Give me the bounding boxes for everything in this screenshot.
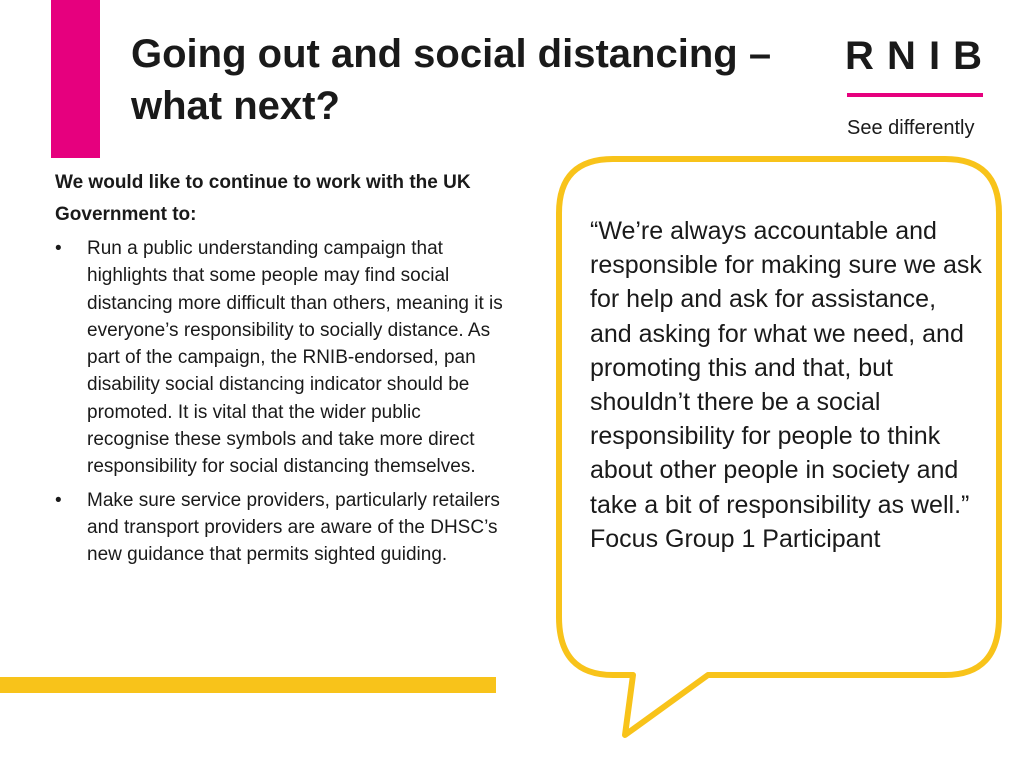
page-title: Going out and social distancing – what next? <box>131 32 772 128</box>
list-item-text: Run a public understanding campaign that highlights that some people may find social distancing more difficult than others, meaning it is everyone’s responsibility to socially distance. As part of the campaign, the RNIB-endorsed, pan disability social distancing indicator should be promoted. It is vital that the wider public recognise these symbols and take more direct responsibility for social distancing themselves. <box>87 238 503 478</box>
rnib-logo <box>843 30 985 142</box>
quote-text: “We’re always accountable and responsible for making sure we ask for help and ask for assistance, and asking for what we need, and promoting this and that, but shouldn’t there be a social responsibility for people to think about other people in society and take a bit of responsibility as well.” Focus Group 1 Participant <box>590 217 982 553</box>
logo-tagline: See differently <box>847 117 975 139</box>
logo-letters: R N I B <box>844 34 984 78</box>
recommendations-list <box>55 235 505 575</box>
yellow-accent-bar <box>0 677 496 693</box>
bullet-marker: • <box>55 238 62 259</box>
list-item <box>55 487 505 569</box>
pink-accent-bar <box>51 0 100 158</box>
intro-text: We would like to continue to work with the UK Government to: <box>55 172 471 225</box>
bullet-marker: • <box>55 489 62 511</box>
list-item <box>55 235 505 481</box>
list-item-text: Make sure service providers, particularly retailers and transport providers are aware of the DHSC’s new guidance that permits sighted guiding. <box>87 489 500 566</box>
logo-divider <box>847 93 983 97</box>
